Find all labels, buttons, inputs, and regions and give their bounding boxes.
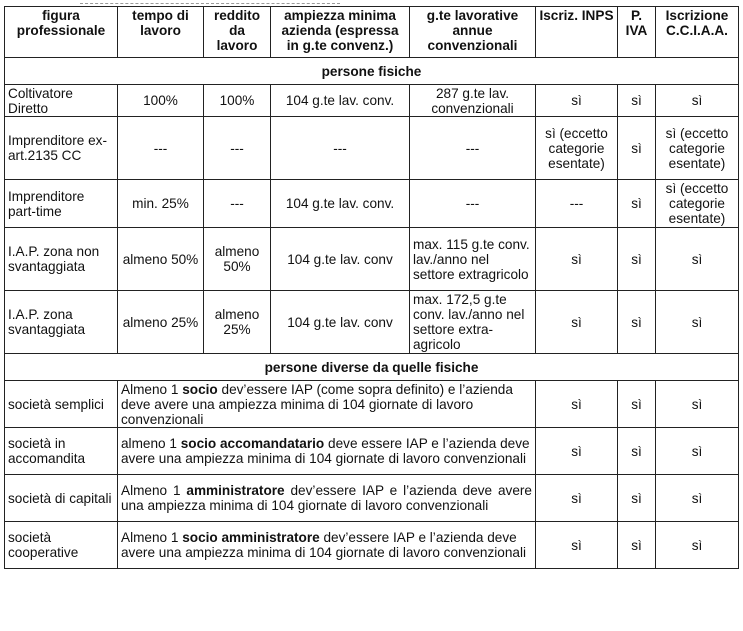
cell-tempo: min. 25% — [118, 180, 204, 228]
table-row — [5, 117, 739, 180]
cell-giornate: 287 g.te lav. convenzionali — [410, 85, 536, 117]
cell-requisiti — [118, 428, 536, 475]
professional-figures-table — [4, 6, 739, 569]
cell-inps: sì — [536, 522, 618, 569]
cell-ampiezza: 104 g.te lav. conv — [271, 228, 410, 291]
cell-requisiti — [118, 522, 536, 569]
cell-tempo: almeno 50% — [118, 228, 204, 291]
cell-giornate: max. 172,5 g.te conv. lav./anno nel settore extra-agricolo — [410, 291, 536, 354]
cell-tempo: almeno 25% — [118, 291, 204, 354]
cell-iva: sì — [618, 117, 656, 180]
cell-figura: Coltivatore Diretto — [5, 85, 118, 117]
table-row — [5, 475, 739, 522]
cell-iva: sì — [618, 381, 656, 428]
cell-inps: sì — [536, 85, 618, 117]
table-row — [5, 85, 739, 117]
cell-ampiezza: 104 g.te lav. conv — [271, 291, 410, 354]
cell-giornate: --- — [410, 117, 536, 180]
cell-iva: sì — [618, 85, 656, 117]
cell-requisiti — [118, 381, 536, 428]
requisiti-pre: Almeno 1 — [121, 483, 187, 498]
cell-tempo: --- — [118, 117, 204, 180]
requisiti-post: dev’essere IAP e l’azienda deve avere una ampiezza minima di 104 giornate di lavoro convenzionali — [121, 530, 527, 560]
table-row — [5, 228, 739, 291]
cell-inps: sì — [536, 475, 618, 522]
cell-inps: sì — [536, 428, 618, 475]
cell-iva: sì — [618, 228, 656, 291]
cell-cciaa: sì — [656, 381, 739, 428]
cell-inps: sì — [536, 228, 618, 291]
requisiti-pre: Almeno 1 — [121, 530, 183, 545]
header-cciaa: Iscrizione C.C.I.A.A. — [656, 7, 739, 58]
cell-reddito: almeno 50% — [204, 228, 271, 291]
table-row — [5, 180, 739, 228]
header-figura: figura professionale — [5, 7, 118, 58]
cell-reddito: --- — [204, 117, 271, 180]
cell-cciaa: sì — [656, 291, 739, 354]
cell-ampiezza: --- — [271, 117, 410, 180]
table-row — [5, 522, 739, 569]
cell-inps: sì — [536, 291, 618, 354]
section-title-diverse: persone diverse da quelle fisiche — [5, 354, 739, 381]
cell-cciaa: sì — [656, 428, 739, 475]
cell-inps: sì (eccetto categorie esentate) — [536, 117, 618, 180]
header-reddito: reddito da lavoro — [204, 7, 271, 58]
cell-giornate: --- — [410, 180, 536, 228]
cell-ampiezza: 104 g.te lav. conv. — [271, 180, 410, 228]
cell-giornate: max. 115 g.te conv. lav./anno nel settore extragricolo — [410, 228, 536, 291]
cell-figura: società cooperative — [5, 522, 118, 569]
cut-off-text-line — [80, 0, 340, 4]
cell-figura: I.A.P. zona svantaggiata — [5, 291, 118, 354]
cell-iva: sì — [618, 291, 656, 354]
cell-cciaa: sì — [656, 475, 739, 522]
requisiti-post: dev’essere IAP e l’azienda deve avere una ampiezza minima di 104 giornate di lavoro convenzionali — [121, 483, 532, 513]
cell-reddito: almeno 25% — [204, 291, 271, 354]
cell-inps: sì — [536, 381, 618, 428]
requisiti-pre: almeno 1 — [121, 436, 181, 451]
cell-figura: Imprenditore ex-art.2135 CC — [5, 117, 118, 180]
cell-iva: sì — [618, 475, 656, 522]
cell-ampiezza: 104 g.te lav. conv. — [271, 85, 410, 117]
header-giornate: g.te lavorative annue convenzionali — [410, 7, 536, 58]
cell-cciaa: sì (eccetto categorie esentate) — [656, 117, 739, 180]
header-iva: P. IVA — [618, 7, 656, 58]
header-ampiezza: ampiezza minima azienda (espressa in g.te convenz.) — [271, 7, 410, 58]
table-row — [5, 428, 739, 475]
cell-requisiti — [118, 475, 536, 522]
cell-reddito: 100% — [204, 85, 271, 117]
cell-tempo: 100% — [118, 85, 204, 117]
table-row — [5, 291, 739, 354]
requisiti-pre: Almeno 1 — [121, 381, 183, 397]
section-title-fisiche: persone fisiche — [5, 58, 739, 85]
header-inps: Iscriz. INPS — [536, 7, 618, 58]
table-row — [5, 381, 739, 428]
cell-cciaa: sì — [656, 522, 739, 569]
cell-cciaa: sì (eccetto categorie esentate) — [656, 180, 739, 228]
cell-figura: I.A.P. zona non svantaggiata — [5, 228, 118, 291]
cell-inps: --- — [536, 180, 618, 228]
cell-figura: Imprenditore part-time — [5, 180, 118, 228]
section-row-diverse — [5, 354, 739, 381]
cell-iva: sì — [618, 180, 656, 228]
requisiti-bold: socio accomandatario — [180, 436, 325, 451]
requisiti-post: deve essere IAP e l’azienda deve avere una ampiezza minima di 104 giornate di lavoro convenzionali — [121, 436, 530, 466]
cell-figura: società in accomandita — [5, 428, 118, 475]
requisiti-post: dev’essere IAP (come sopra definito) e l’azienda deve avere una ampiezza minima di 104 giornate di lavoro convenzionali — [121, 381, 513, 427]
requisiti-bold: socio — [182, 381, 218, 397]
header-tempo: tempo di lavoro — [118, 7, 204, 58]
requisiti-bold: socio amministratore — [182, 530, 320, 545]
cell-cciaa: sì — [656, 85, 739, 117]
section-row-fisiche — [5, 58, 739, 85]
cell-cciaa: sì — [656, 228, 739, 291]
cell-iva: sì — [618, 428, 656, 475]
cell-figura: società di capitali — [5, 475, 118, 522]
cell-figura: società semplici — [5, 381, 118, 428]
cell-iva: sì — [618, 522, 656, 569]
requisiti-bold: amministratore — [186, 483, 285, 498]
cell-reddito: --- — [204, 180, 271, 228]
header-row — [5, 7, 739, 58]
